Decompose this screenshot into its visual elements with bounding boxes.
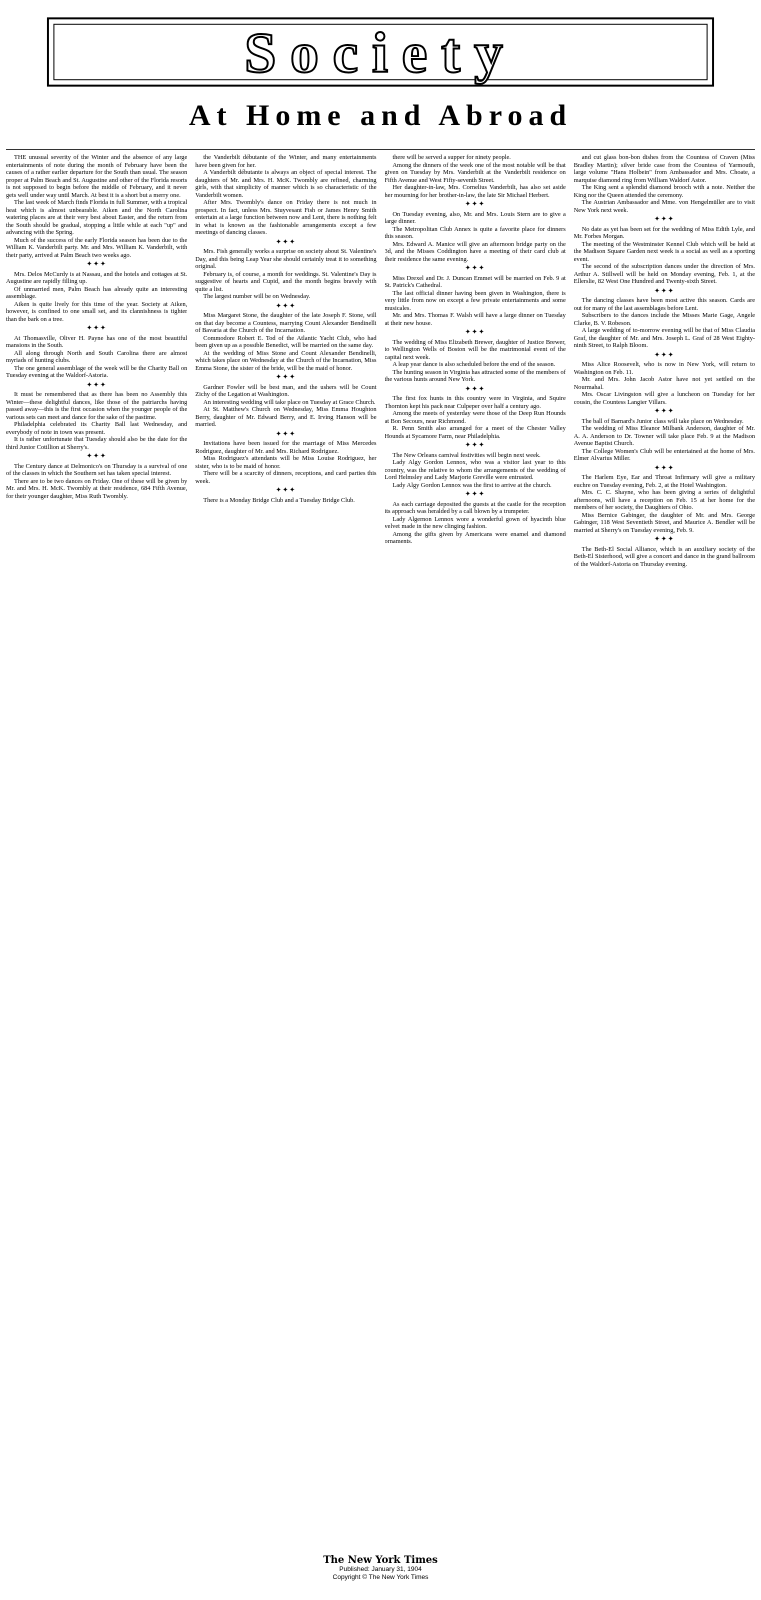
- section-divider: ✦✦✦: [654, 286, 675, 295]
- article-paragraph: The wedding of Miss Elizabeth Brewer, daughter of Justice Brewer, to Wellington Wells of Boston will be the matrimonial event of the capital next week.: [384, 338, 566, 361]
- section-divider: ✦✦✦: [86, 380, 107, 389]
- article-paragraph: Mr. and Mrs. Thomas F. Walsh will have a large dinner on Tuesday at their new house.: [384, 312, 566, 327]
- nyt-logo: The New York Times: [323, 1555, 438, 1566]
- article-paragraph: Miss Bernice Gabinger, the daughter of Mr. and Mrs. George Gabinger, 118 West Seventieth Street, and Maurice A. Bendler will be married at Sherry's on Tuesday evening, Feb. 9.: [573, 511, 755, 534]
- article-paragraph: The wedding of Miss Eleanor Milbank Anderson, daughter of Mr. A. A. Anderson to Dr. Towner will take place Feb. 9 at the Madison Avenue Baptist Church.: [573, 425, 755, 447]
- section-divider: ✦✦✦: [654, 350, 675, 359]
- ornamental-title-icon: [44, 12, 717, 92]
- article-paragraph: The New Orleans carnival festivities will begin next week.: [392, 451, 541, 459]
- footer: [0, 1555, 761, 1582]
- article-paragraph: The last official dinner having been given in Washington, there is very little from now on except a few private entertainments and some musicales.: [384, 289, 566, 312]
- article-paragraph: Of unmarried men, Palm Beach has already quite an interesting assemblage.: [6, 285, 188, 300]
- article-paragraph: The first fox hunts in this country were in Virginia, and Squire Thornton kept his pack near Culpeper over half a century ago.: [384, 395, 566, 410]
- article-paragraph: An interesting wedding will take place on Tuesday at Grace Church.: [203, 398, 376, 406]
- section-divider: ✦✦✦: [464, 441, 486, 449]
- article-paragraph: Mrs. Oscar Livingston will give a luncheon on Tuesday for her cousin, the Countess Langier Villars.: [573, 391, 755, 406]
- society-title-lettering: [44, 12, 717, 92]
- article-paragraph: Much of the success of the early Florida season has been due to the William K. Vanderbilt party. Mr. and Mrs. William K. Vanderbilt, with their party, arrived at Palm Beach two weeks ago.: [6, 236, 188, 259]
- article-paragraph: The Metropolitan Club Annex is quite a favorite place for dinners this season.: [384, 225, 566, 240]
- article-paragraph: As each carriage deposited the guests at the castle for the reception its approach was heralded by a call blown by a trumpeter.: [384, 500, 566, 515]
- section-divider: ✦✦✦: [275, 301, 297, 310]
- article-paragraph: the Vanderbilt débutante of the Winter, and many entertainments have been given for her.: [195, 154, 377, 169]
- article-paragraph: Aiken is quite lively for this time of the year. Society at Aiken, however, is confined to one small set, and its clannishness is tighter than the bark on a tree.: [6, 300, 188, 323]
- article-paragraph: Her daughter-in-law, Mrs. Cornelius Vanderbilt, has also set aside her mourning for her brother-in-law, the late Sir Michael Herbert.: [384, 184, 566, 199]
- article-paragraph: The Beth-El Social Alliance, which is an auxiliary society of the Beth-El Sisterhood, will give a concert and dance in the grand ballroom of the Waldorf-Astoria on Thursday evening.: [573, 545, 755, 568]
- article-columns: [6, 150, 755, 1544]
- section-divider: ✦✦✦: [275, 373, 297, 381]
- article-paragraph: The College Women's Club will be entertained at the home of Mrs. Elmer Alvarius Miller.: [573, 447, 755, 462]
- section-divider: ✦✦✦: [654, 535, 675, 543]
- society-title: Society: [244, 21, 517, 85]
- column-4: [574, 154, 755, 1544]
- section-subtitle: At Home and Abroad: [188, 99, 573, 132]
- article-paragraph: Philadelphia celebrated its Charity Ball last Wednesday, and everybody of note in town was present.: [6, 421, 188, 436]
- article-paragraph: February is, of course, a month for weddings. St. Valentine's Day is suggestive of hearts and Cupid, and the month begins bravely with quite a list.: [195, 270, 377, 293]
- article-paragraph: The King sent a splendid diamond brooch with a note. Neither the King nor the Queen attended the ceremony.: [573, 184, 755, 199]
- article-paragraph: Mrs. C. C. Shayne, who has been giving a series of delightful afternoons, will have a reception on Feb. 15 at her home for the members of her society, the Daughters of Ohio.: [573, 489, 755, 511]
- article-paragraph: There are to be two dances on Friday. One of these will be given by Mr. and Mrs. H. McK. Twombly at their residence, 684 Fifth Avenue, for their younger daughter, Miss Ruth Twombly.: [6, 477, 188, 500]
- column-2: [195, 154, 376, 1544]
- publication-date: Published: January 31, 1904: [339, 1566, 422, 1573]
- section-divider: ✦✦✦: [464, 264, 486, 272]
- section-divider: ✦✦✦: [275, 486, 297, 494]
- article-paragraph: Among the dinners of the week one of the most notable will be that given on Tuesday by Mrs. Vanderbilt at the Vanderbilt residence on Fifth Avenue and West Fifty-seventh Street.: [384, 161, 566, 184]
- section-divider: ✦✦✦: [275, 237, 297, 246]
- article-paragraph: The Century dance at Delmonico's on Thursday is a survival of one of the classes in which the Southern set has taken special interest.: [6, 462, 188, 477]
- article-paragraph: At St. Matthew's Church on Wednesday, Miss Emma Houghton Berry, daughter of Mr. Edward Berry, and E. Irving Hanson will be married.: [195, 406, 377, 428]
- article-paragraph: Gardner Fowler will be best man, and the ushers will be Count Zichy of the Legation at Washington.: [195, 383, 377, 398]
- article-paragraph: Commodore Robert E. Tod of the Atlantic Yacht Club, who had been given up as a possible Benedict, will be married on the same day.: [195, 334, 377, 349]
- article-paragraph: The hunting season in Virginia has attracted some of the members of the various hunts around New York.: [384, 368, 566, 383]
- article-paragraph: R. Penn Smith also arranged for a meet of the Chester Valley Hounds at Sycamore Farm, near Philadelphia.: [384, 425, 566, 440]
- article-paragraph: Subscribers to the dances include the Misses Marie Gage, Angele Clarke, B. V. Robeson.: [573, 312, 755, 327]
- article-paragraph: Mr. and Mrs. John Jacob Astor have not yet settled on the Nourmahal.: [573, 376, 755, 391]
- article-paragraph: A large wedding of to-morrow evening will be that of Miss Claudia Graf, the daughter of Mr. and Mrs. Joseph L. Graf of 28 West Eighty-ninth Street, to Ralph Bloom.: [573, 327, 755, 349]
- article-paragraph: The one general assemblage of the week will be the Charity Ball on Tuesday evening at the Waldorf-Astoria.: [6, 364, 188, 379]
- section-divider: ✦✦✦: [464, 490, 486, 498]
- article-paragraph: Among the gifts given by Americans were enamel and diamond ornaments.: [384, 530, 566, 545]
- section-divider: ✦✦✦: [654, 215, 675, 223]
- article-paragraph: Among the meets of yesterday were those of the Deep Run Hounds at Bon Secours, near Richmond.: [384, 410, 566, 425]
- article-paragraph: THE unusual severity of the Winter and the absence of any large entertainments of note during the month of February have been the causes of a rather earlier departure for the South than usual. The season proper at Palm Beach and St. Augustine and other of the Florida resorts is not supposed to begin before the middle of February, and it never gets well under way until March. At best it is a short but a merry one.: [6, 154, 188, 199]
- article-paragraph: Lady Algy Gordon Lennox, who was a visitor last year to this country, was the relative to whom the arrangements of the wedding of Lord Helmsley and Lady Marjorie Greville were entrusted.: [384, 459, 566, 481]
- article-paragraph: and cut glass bon-bon dishes from the Countess of Craven (Miss Bradley Martin); silver bride case from the Countess of Yarmouth, large volume "Hans Holbein" from Ambassador and Mrs. Choate, a marquise diamond ring from William Waldorf Astor.: [573, 154, 755, 184]
- article-paragraph: It is rather unfortunate that Tuesday should also be the date for the third Junior Cotillion at Sherry's.: [6, 436, 188, 451]
- article-paragraph: At the wedding of Miss Stone and Count Alexander Bendinelli, which takes place on Wednesday at the Church of the Incarnation, Miss Emma Stone, the sister of the bride, will be the maid of honor.: [195, 349, 377, 372]
- section-divider: ✦✦✦: [275, 429, 297, 438]
- article-paragraph: Miss Drexel and Dr. J. Duncan Emmet will be married on Feb. 9 at St. Patrick's Cathedral.: [384, 274, 566, 289]
- section-divider: ✦✦✦: [464, 328, 486, 336]
- article-paragraph: The meeting of the Westminster Kennel Club which will be held at the Madison Square Garden next week is a social as well as a sporting event.: [573, 240, 755, 263]
- column-1: [6, 154, 187, 1544]
- section-divider: ✦✦✦: [654, 407, 675, 415]
- article-paragraph: After Mrs. Twombly's dance on Friday there is not much in prospect. In fact, unless Mrs. Stuyvesant Fish or James Henry Smith entertain at a large function between now and Lent, there is nothing felt in what is known as the fashionable arrangements except a few meetings of dancing classes.: [195, 199, 377, 236]
- article-paragraph: On Tuesday evening, also, Mr. and Mrs. Louis Stern are to give a large dinner.: [384, 210, 566, 225]
- article-paragraph: The Harlem Eye, Ear and Throat Infirmary will give a military euchre on Tuesday evening, Feb. 2, at the Hotel Washington.: [573, 474, 755, 489]
- column-3: [385, 154, 566, 1544]
- article-paragraph: There is a Monday Bridge Club and a Tuesday Bridge Club.: [203, 496, 355, 504]
- article-paragraph: All along through North and South Carolina there are almost myriads of hunting clubs.: [6, 349, 188, 364]
- article-paragraph: The largest number will be on Wednesday.: [203, 293, 311, 300]
- article-paragraph: Miss Margaret Stone, the daughter of the late Joseph F. Stone, will on that day become a Countess, marrying Count Alexander Bendinelli of Bavaria at the Church of the Incarnation.: [195, 312, 377, 334]
- article-paragraph: Mrs. Edward A. Manice will give an afternoon bridge party on the 3d, and the Misses Coddington have a meeting of their card club at their residence the same evening.: [384, 240, 566, 263]
- article-paragraph: Invitations have been issued for the marriage of Miss Mercedes Rodriguez, daughter of Mr. and Mrs. Richard Rodriguez.: [195, 440, 377, 455]
- article-paragraph: Lady Algy Gordon Lennox was the first to arrive at the church.: [392, 481, 552, 489]
- article-paragraph: Miss Rodriguez's attendants will be Miss Louise Rodriguez, her sister, who is to be maid of honor.: [195, 455, 377, 470]
- article-paragraph: Mrs. Delos McCurdy is at Nassau, and the hotels and cottages at St. Augustine are rapidly filling up.: [6, 270, 188, 285]
- section-divider: ✦✦✦: [86, 260, 107, 268]
- section-divider: ✦✦✦: [86, 324, 107, 332]
- article-paragraph: A Vanderbilt débutante is always an object of special interest. The daughters of Mr. and Mrs. H. McK. Twombly are refined, charming girls, with that simplicity of manner which is so characteristic of the Vanderbilt women.: [195, 169, 377, 199]
- article-paragraph: No date as yet has been set for the wedding of Miss Edith Lyle, and Mr. Forbes Morgan.: [573, 225, 755, 240]
- section-divider: ✦✦✦: [86, 452, 107, 460]
- article-paragraph: The ball of Barnard's Junior class will take place on Wednesday.: [581, 417, 744, 425]
- section-divider: ✦✦✦: [464, 200, 486, 208]
- masthead: [6, 4, 755, 150]
- article-paragraph: there will be served a supper for ninety people.: [392, 154, 511, 161]
- article-paragraph: The dancing classes have been most active this season. Cards are out for many of the last assemblages before Lent.: [573, 297, 755, 312]
- article-paragraph: The last week of March finds Florida in full Summer, with a tropical heat which is almost unbearable. Aiken and the North Carolina watering places are at their very best about Easter, and the return from the South should be gradual, stopping a little while at each "up" and advancing with the Spring.: [6, 199, 188, 236]
- article-paragraph: At Thomasville, Oliver H. Payne has one of the most beautiful mansions in the South.: [6, 334, 188, 349]
- article-paragraph: The Austrian Ambassador and Mme. von Hengelmüller are to visit New York next week.: [573, 199, 755, 214]
- article-paragraph: A leap year dance is also scheduled before the end of the season.: [392, 361, 556, 368]
- section-divider: ✦✦✦: [464, 384, 486, 393]
- article-paragraph: It must be remembered that as there has been no Assembly this Winter—these delightful dances, like those of the patriarchs having passed away—this is the first occasion when the younger people of the various sets can meet and dance for the sake of the pastime.: [6, 391, 188, 421]
- article-paragraph: Lady Algernon Lennox wore a wonderful gown of hyacinth blue velvet made in the new clinging fashion.: [384, 515, 566, 530]
- article-paragraph: Miss Alice Roosevelt, who is now in New York, will return to Washington on Feb. 11.: [573, 361, 755, 376]
- section-divider: ✦✦✦: [654, 463, 675, 472]
- article-paragraph: There will be a scarcity of dinners, receptions, and card parties this week.: [195, 470, 377, 485]
- article-paragraph: Mrs. Fish generally works a surprise on society about St. Valentine's Day, and this being Leap Year she should certainly treat it to something original.: [195, 248, 377, 270]
- article-paragraph: The second of the subscription dances under the direction of Mrs. Arthur A. Stillwell will be held on Monday evening, Feb. 1, at the Ellerslie, 82 West One Hundred and Twenty-sixth Street.: [573, 263, 755, 285]
- copyright-notice: Copyright © The New York Times: [332, 1574, 429, 1581]
